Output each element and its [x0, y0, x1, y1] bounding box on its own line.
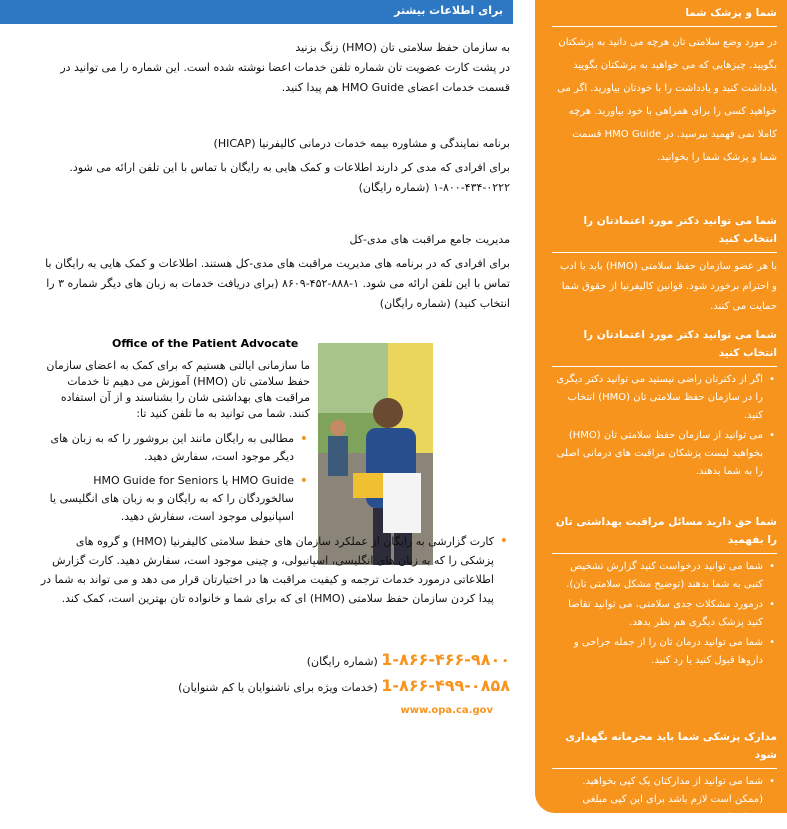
- medical-body: برای افرادی که در برنامه های مدیریت مراقبت های مدی-کل هستند. اطلاعات و کمک هایی به رایگان با تماس با این تلفن ارائه می شود. ۱-۸۸۸-۴۵۲-۸۶۰۹ (برای دریافت خدمات به زبان های دیگر شماره ۳ را انتخاب کنید) (شماره رایگان): [45, 257, 510, 310]
- hmo-section: [40, 38, 510, 98]
- phone-number[interactable]: 1-۸۶۶-۴۹۹-۰۸۵۸: [381, 676, 510, 695]
- opa-bullets-a: [40, 430, 310, 532]
- website-link[interactable]: www.opa.ca.gov: [400, 705, 493, 716]
- divider: [552, 366, 777, 367]
- medical-section: [40, 230, 510, 314]
- opa-bullet: • کارت گزارشی به رایگان از عملکرد سازمان های حفظ سلامتی کالیفرنیا (HMO) و گروه های پزشکی را که به زبان های انگلیسی، اسپانیولی، و چینی موجود است، سفارش دهید. کارت گزارش اطلاعاتی درمورد خدمات ترجمه و کیفیت مراقبت ها در اختیارتان قرار می دهد و می تواند به شما در پیدا کردن سازمان حفظ سلامتی (HMO) ای که برای شما و خانواده تان بهترین است، کمک کند.: [40, 532, 510, 608]
- sidebar-title: مدارک پزشکی شما باید محرمانه نگهداری شود: [565, 731, 777, 761]
- divider: [552, 252, 777, 253]
- sidebar-title: شما می توانید دکتر مورد اعتمادتان را انتخاب کنید: [583, 329, 777, 359]
- sidebar-bullet: • می توانید از سازمان حفظ سلامتی تان (HMO) بخواهید لیست پزشکان مراقبت های درمانی اصلی را به شما بدهند.: [552, 427, 777, 481]
- medical-title: مدیریت جامع مراقبت های مدی-کل: [349, 233, 510, 246]
- divider: [552, 553, 777, 554]
- hmo-title: به سازمان حفظ سلامتی تان (HMO) زنگ بزنید: [295, 41, 510, 54]
- sidebar-title: شما و پزشک شما: [685, 7, 777, 19]
- sidebar-section-3: [552, 326, 777, 483]
- phone-note: (خدمات ویژه برای ناشنوایان یا کم شنوایان): [178, 681, 378, 694]
- hicap-phone: ۱-۸۰۰-۴۳۴-۰۲۲۲ (شماره رایگان): [358, 181, 510, 194]
- sidebar-title: شما می توانید دکتر مورد اعتمادتان را انتخاب کنید: [583, 215, 777, 245]
- sidebar: [535, 0, 787, 823]
- opa-phone-2[interactable]: [178, 676, 510, 695]
- hmo-body: در پشت کارت عضویت تان شماره تلفن خدمات اعضا نوشته شده است. این شماره را می توانید در قسمت خدمات اعضای HMO Guide هم پیدا کنید.: [60, 61, 510, 94]
- sidebar-body: با هر عضو سازمان حفظ سلامتی (HMO) باید با ادب و احترام برخورد شود. قوانین کالیفرنیا از حقوق شما حمایت می کنند.: [559, 261, 777, 312]
- sidebar-bullet: • شما می توانید از مدارکتان یک کپی بخواهید. (ممکن است لازم باشد برای این کپی مبلغی بپردازید).: [552, 773, 777, 827]
- sidebar-bullet: • شما می توانید درمان تان را از جمله جراحی و داروها قبول کنید یا رد کنید.: [552, 634, 777, 670]
- sidebar-bullet: • شما می توانید درخواست کنید گزارش تشخیص کتبی به شما بدهند (توضیح مشکل سلامتی تان).: [552, 558, 777, 594]
- sidebar-section-5: [552, 728, 777, 829]
- sidebar-section-4: [552, 513, 777, 672]
- phone-note: (شماره رایگان): [306, 655, 378, 668]
- divider: [552, 768, 777, 769]
- hicap-section: [40, 134, 510, 198]
- section-header: [0, 0, 513, 24]
- sidebar-bullet: • درمورد مشکلات جدی سلامتی، می توانید تقاضا کنید پزشک دیگری هم نظر بدهد.: [552, 596, 777, 632]
- divider: [552, 26, 777, 27]
- opa-bullet: • HMO Guide یا HMO Guide for Seniors سالخوردگان را که به رایگان و به زبان های انگلیسی یا اسپانیولی موجود است، سفارش دهید.: [40, 472, 310, 526]
- header-title: برای اطلاعات بیشتر: [394, 4, 503, 17]
- hicap-body: برای افرادی که مدی کر دارند اطلاعات و کمک هایی به رایگان با تماس با این تلفن ارائه می شود.: [69, 161, 510, 174]
- opa-intro: ما سازمانی ایالتی هستیم که برای کمک به اعضای سازمان حفظ سلامتی تان (HMO) آموزش می دهیم تا خدمات مراقبت های بهداشتی شان را بشناسند و از آن استفاده کنند. شما می توانید به ما تلفن کنید تا:: [46, 359, 310, 420]
- opa-bullet: • مطالبی به رایگان مانند این بروشور را که به زبان های دیگر موجود است، سفارش دهید.: [40, 430, 310, 466]
- sidebar-bullet: • اگر از دکترتان راضی نیستید می توانید دکتر دیگری را در سازمان حفظ سلامتی تان (HMO) انتخاب کنید.: [552, 371, 777, 425]
- opa-phone-1[interactable]: [307, 650, 510, 669]
- opa-bullets-b: [40, 532, 510, 614]
- opa-title: Office of the Patient Advocate: [112, 337, 299, 350]
- sidebar-section-1: [552, 4, 777, 169]
- phone-number[interactable]: 1-۸۶۶-۴۶۶-۹۸۰۰: [381, 650, 510, 669]
- hicap-title: برنامه نمایندگی و مشاوره بیمه خدمات درمانی کالیفرنیا (HICAP): [213, 137, 510, 150]
- sidebar-body: در مورد وضع سلامتی تان هرچه می دانید به پزشکتان بگویید. چیزهایی که می خواهید به پزشکتان بگویید یادداشت کنید و یادداشت را با خودتان بیاورید. اگر می خواهید کسی را برای همراهی با خود بیاورید. هرچه کاملا نمی فهمید بپرسید. در HMO Guide قسمت شما و پزشک شما را بخوانید.: [557, 37, 777, 163]
- sidebar-title: شما حق دارید مسائل مراقبت بهداشتی تان را بفهمید: [555, 516, 777, 546]
- sidebar-section-2: [552, 212, 777, 317]
